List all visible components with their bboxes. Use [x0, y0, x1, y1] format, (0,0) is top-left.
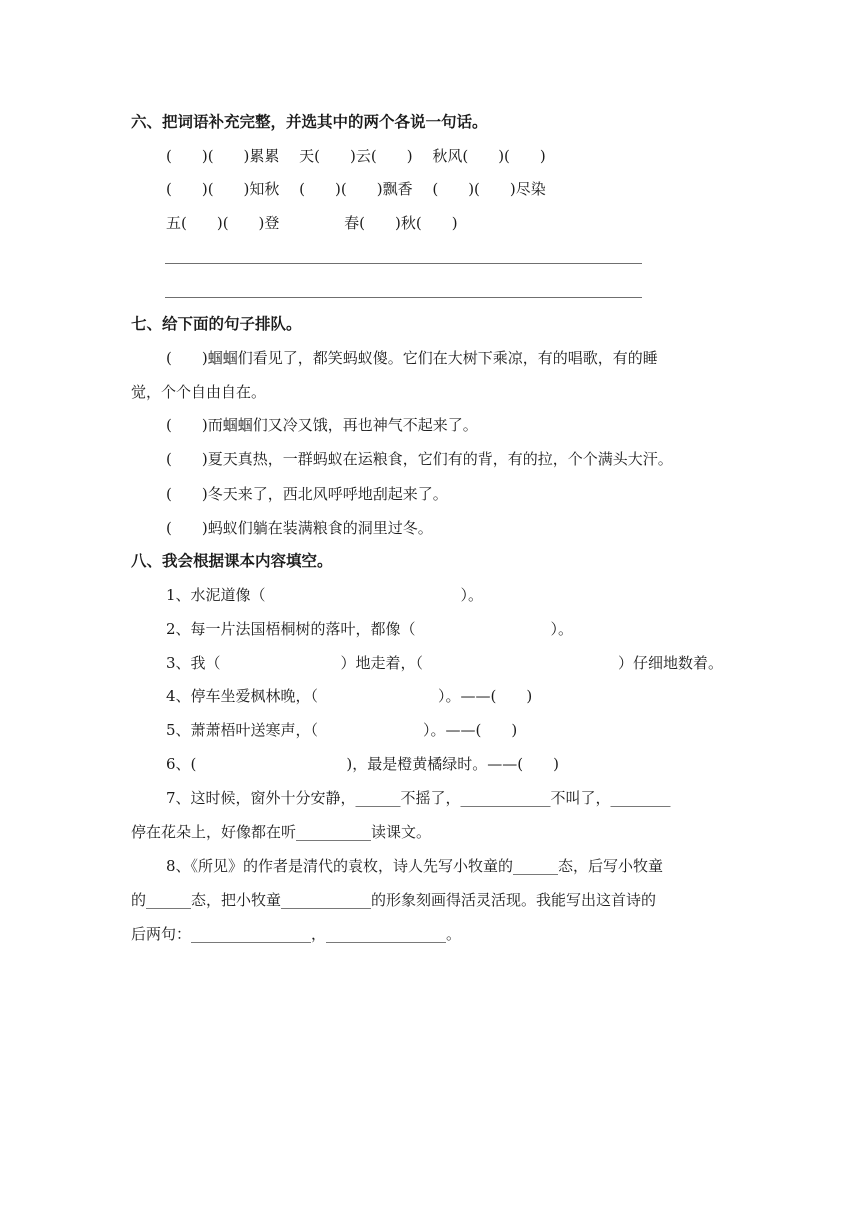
section-7-item-5: ( )蚂蚁们躺在装满粮食的洞里过冬。: [166, 519, 433, 537]
section-8-item-7-cont: 停在花朵上，好像都在听__________读课文。: [131, 823, 432, 841]
section-8-item-8: 8、《所见》的作者是清代的袁枚，诗人先写小牧童的______态，后写小牧童: [166, 857, 664, 875]
section-7-item-3: ( )夏天真热，一群蚂蚁在运粮食，它们有的背，有的拉，个个满头大汗。: [166, 450, 673, 468]
section-8-item-8-cont-2: 后两句：________________，________________。: [131, 925, 462, 943]
section-8-item-4: 4、停车坐爱枫林晚，（ ）。——( ): [166, 687, 533, 705]
section-8-item-8-cont-1: 的______态，把小牧童____________的形象刻画得活灵活现。我能写出这首诗的: [131, 891, 657, 909]
section-8-item-6: 6、( )，最是橙黄橘绿时。——( ): [166, 755, 559, 773]
section-8-item-7: 7、这时候，窗外十分安静，______不摇了，____________不叫了，________: [166, 789, 671, 807]
section-8-item-3: 3、我（ ）地走着，（ ）仔细地数着。: [166, 654, 724, 672]
section-7-item-4: ( )冬天来了，西北风呼呼地刮起来了。: [166, 485, 448, 503]
section-6-row-3: 五( )( )登 春( )秋( ): [166, 214, 458, 232]
section-7-title: 七、给下面的句子排队。: [131, 314, 302, 333]
section-8-item-1: 1、水泥道像（ ）。: [166, 586, 484, 604]
section-7-item-1-cont: 觉，个个自由自在。: [131, 383, 267, 401]
section-7-item-1: ( )蝈蝈们看见了，都笑蚂蚁傻。它们在大树下乘凉，有的唱歌，有的睡: [166, 349, 658, 367]
answer-line-2: [165, 297, 642, 298]
section-7-item-2: ( )而蝈蝈们又冷又饿，再也神气不起来了。: [166, 416, 478, 434]
section-6-title: 六、把词语补充完整，并选其中的两个各说一句话。: [131, 112, 488, 131]
section-8-item-2: 2、每一片法国梧桐树的落叶，都像（ ）。: [166, 620, 574, 638]
section-6-row-1: ( )( )累累 天( )云( ) 秋风( )( ): [166, 147, 546, 165]
section-8-item-5: 5、萧萧梧叶送寒声，（ ）。——( ): [166, 721, 518, 739]
answer-line-1: [165, 263, 642, 264]
section-8-title: 八、我会根据课本内容填空。: [131, 551, 333, 570]
section-6-row-2: ( )( )知秋 ( )( )飘香 ( )( )尽染: [166, 180, 546, 198]
